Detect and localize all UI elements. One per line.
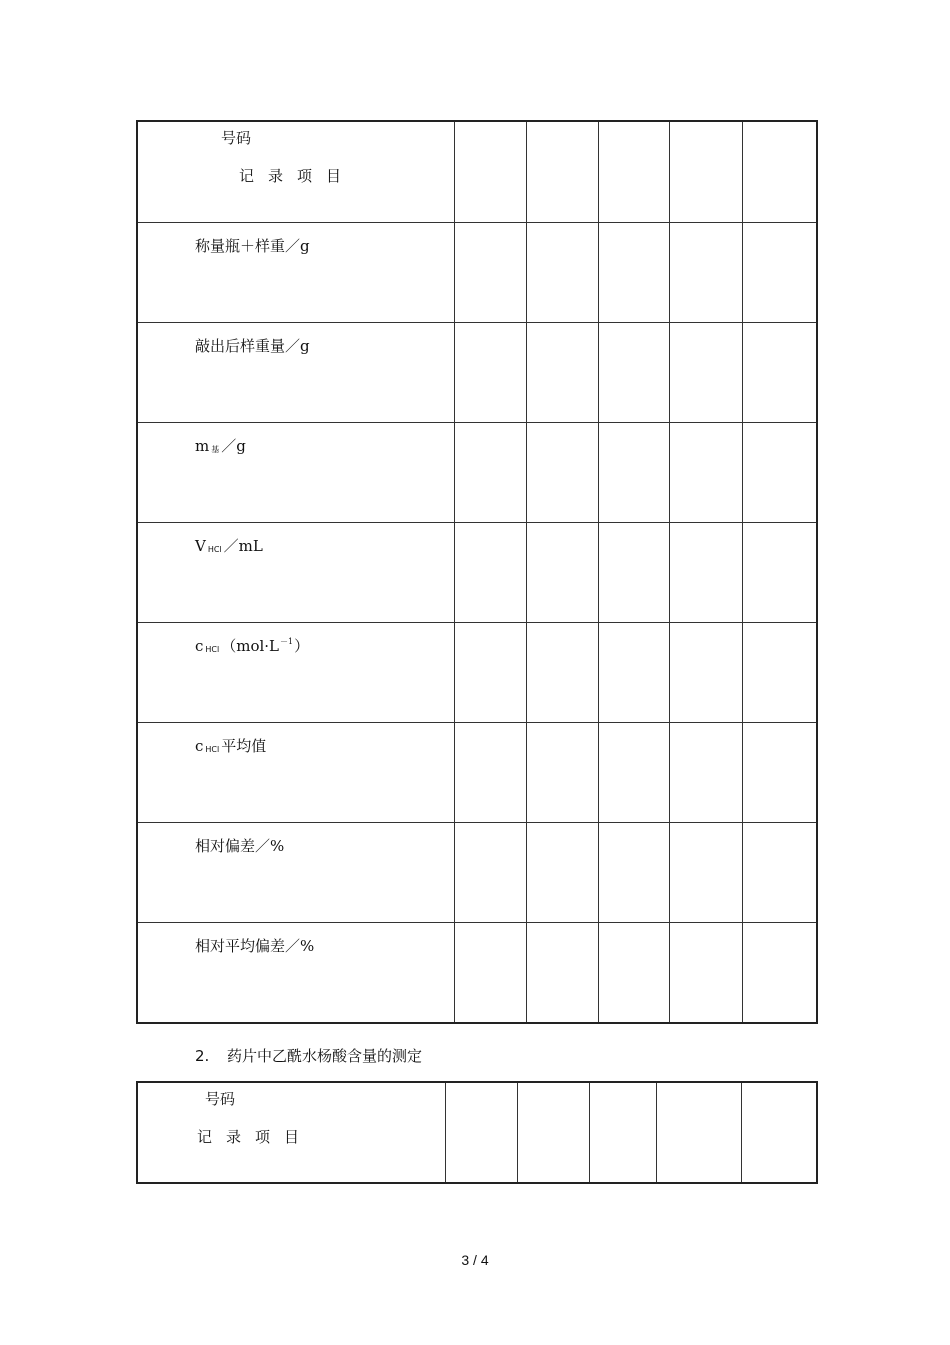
row-label: m基 ／g — [195, 437, 246, 455]
table-header-row — [137, 121, 817, 223]
header-col-5 — [742, 121, 817, 223]
data-cell — [454, 423, 526, 523]
table-row-weighing-bottle-sample — [137, 223, 817, 323]
data-cell — [454, 923, 526, 1024]
header-col-3 — [598, 121, 669, 223]
header-label-cell — [137, 1082, 445, 1183]
header-items-label: 记录项目 — [197, 1128, 314, 1146]
table-row-concentration-average — [137, 723, 817, 823]
data-cell — [454, 323, 526, 423]
data-cell — [669, 823, 742, 923]
data-cell — [742, 623, 817, 723]
data-cell — [669, 323, 742, 423]
section-number: 2. — [195, 1047, 210, 1065]
data-cell — [526, 823, 598, 923]
header-items-label: 记录项目 — [239, 167, 356, 185]
section-heading — [195, 1045, 422, 1066]
row-label: 称量瓶＋样重／g — [195, 237, 310, 255]
table-row-volume-hcl — [137, 523, 817, 623]
header-col-1 — [445, 1082, 517, 1183]
table-row-weight-after-tapping — [137, 323, 817, 423]
header-col-2 — [517, 1082, 589, 1183]
data-cell — [598, 423, 669, 523]
row-label: 相对偏差／% — [195, 837, 285, 855]
header-col-5 — [741, 1082, 817, 1183]
data-cell — [669, 923, 742, 1024]
header-col-2 — [526, 121, 598, 223]
header-col-4 — [669, 121, 742, 223]
table-row-concentration-hcl — [137, 623, 817, 723]
page-number: 3 / 4 — [461, 1252, 489, 1268]
data-cell — [742, 323, 817, 423]
data-cell — [526, 623, 598, 723]
header-number-label: 号码 — [221, 129, 252, 147]
data-cell — [526, 523, 598, 623]
header-col-4 — [656, 1082, 741, 1183]
data-cell — [598, 623, 669, 723]
record-table-1 — [136, 120, 818, 1024]
data-cell — [598, 923, 669, 1024]
data-cell — [526, 223, 598, 323]
header-col-1 — [454, 121, 526, 223]
data-cell — [742, 823, 817, 923]
data-cell — [454, 223, 526, 323]
data-cell — [598, 723, 669, 823]
section-title: 药片中乙酰水杨酸含量的测定 — [227, 1047, 423, 1065]
data-cell — [598, 323, 669, 423]
table-row-mass-standard — [137, 423, 817, 523]
row-label: V HCl ／mL — [195, 537, 263, 555]
data-cell — [669, 623, 742, 723]
table-row-relative-average-deviation — [137, 923, 817, 1024]
data-cell — [669, 723, 742, 823]
data-cell — [454, 723, 526, 823]
data-cell — [669, 423, 742, 523]
header-number-label: 号码 — [205, 1090, 236, 1108]
data-cell — [526, 423, 598, 523]
header-label-cell — [137, 121, 454, 223]
table-header-row — [137, 1082, 817, 1183]
header-col-3 — [589, 1082, 656, 1183]
data-cell — [742, 923, 817, 1024]
data-cell — [598, 823, 669, 923]
data-cell — [526, 723, 598, 823]
data-cell — [526, 923, 598, 1024]
table-row-relative-deviation — [137, 823, 817, 923]
data-cell — [454, 823, 526, 923]
data-cell — [742, 523, 817, 623]
data-cell — [454, 623, 526, 723]
data-cell — [742, 423, 817, 523]
data-cell — [669, 223, 742, 323]
row-label: c HCl 平均值 — [195, 737, 267, 755]
data-cell — [454, 523, 526, 623]
row-label: 相对平均偏差／% — [195, 937, 315, 955]
record-table-2 — [136, 1081, 818, 1184]
data-cell — [598, 523, 669, 623]
data-cell — [598, 223, 669, 323]
data-cell — [742, 223, 817, 323]
data-cell — [669, 523, 742, 623]
row-label: c HCl $(mol\cdot L^{-1})$ — [195, 637, 310, 655]
data-cell — [742, 723, 817, 823]
data-cell — [526, 323, 598, 423]
row-label: 敲出后样重量／g — [195, 337, 310, 355]
